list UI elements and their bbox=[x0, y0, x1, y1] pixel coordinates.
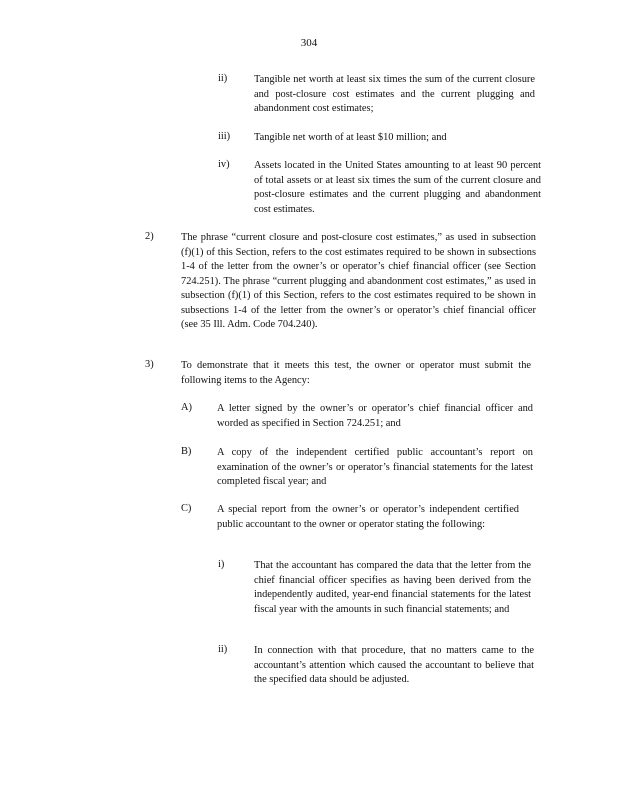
item-text: Assets located in the United States amounting to at least 90 percent of total assets or at least six times the sum of the current closure and post-closure estimates and the current plugging and abandonment cost estimates. bbox=[254, 160, 541, 215]
item-label: 3) bbox=[145, 359, 154, 370]
item-text: That the accountant has compared the data that the letter from the chief financial officer specifies as having been derived from the independently audited, year-end financial statements for the latest fiscal year with the amounts in such financial statements; and bbox=[254, 560, 531, 615]
item-text: Tangible net worth at least six times the sum of the current closure and post-closure cost estimates and the current plugging and abandonment cost estimates; bbox=[254, 74, 535, 114]
item-label: ii) bbox=[218, 644, 228, 655]
item-label: A) bbox=[181, 402, 192, 413]
item-text: In connection with that procedure, that no matters came to the accountant’s attention which caused the accountant to believe that the specified data should be adjusted. bbox=[254, 645, 534, 685]
item-label: C) bbox=[181, 503, 192, 514]
item-text: A special report from the owner’s or operator’s independent certified public accountant to the owner or operator stating the following: bbox=[217, 504, 519, 530]
item-text: To demonstrate that it meets this test, the owner or operator must submit the following items to the Agency: bbox=[181, 360, 531, 386]
item-label: i) bbox=[218, 559, 225, 570]
item-label: iii) bbox=[218, 131, 231, 142]
item-label: 2) bbox=[145, 231, 154, 242]
item-label: ii) bbox=[218, 73, 228, 84]
item-label: iv) bbox=[218, 159, 230, 170]
item-text: A letter signed by the owner’s or operator’s chief financial officer and worded as specified in Section 724.251; and bbox=[217, 403, 533, 429]
item-label: B) bbox=[181, 446, 192, 457]
item-text: The phrase “current closure and post-closure cost estimates,” as used in subsection (f)(1) of this Section, refers to the cost estimates required to be shown in subsections 1-4 of the letter from the owner’s or operator’s chief financial officer (see Section 724.251). The phrase “current plugging and abandonment cost estimates,” as used in subsection (f)(1) of this Section, refers to the cost estimates required to be shown in subsections 1-4 of the letter from the owner’s or operator’s chief financial officer (see 35 Ill. Adm. Code 704.240). bbox=[181, 232, 536, 330]
item-text: Tangible net worth of at least $10 million; and bbox=[254, 132, 447, 143]
page-number: 304 bbox=[300, 37, 318, 49]
item-text: A copy of the independent certified public accountant’s report on examination of the owner’s or operator’s financial statements for the latest completed fiscal year; and bbox=[217, 447, 533, 487]
